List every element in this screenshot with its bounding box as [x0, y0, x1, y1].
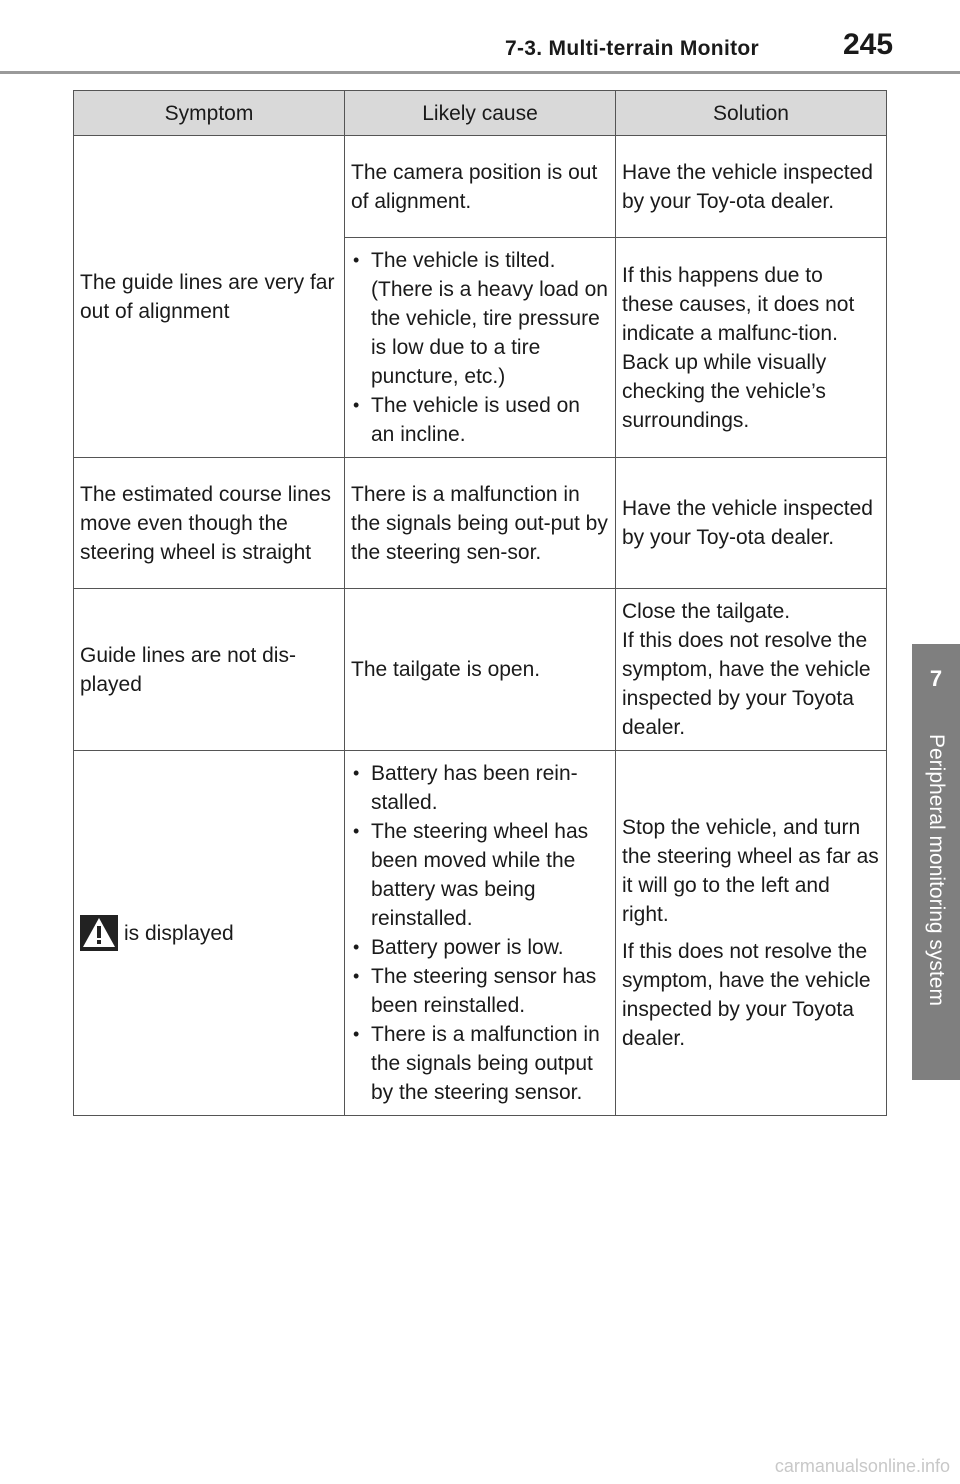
- cause-cell: The tailgate is open.: [345, 589, 616, 751]
- table-header-row: [74, 91, 887, 136]
- symptom-cell: [74, 751, 345, 1116]
- solution-text: If this does not resolve the symptom, have the vehicle inspected by your Toyota dealer.: [622, 629, 871, 739]
- cause-list: [351, 759, 609, 1107]
- symptom-cell: Guide lines are not dis-played: [74, 589, 345, 751]
- list-item: • The vehicle is used on an incline.: [351, 391, 609, 449]
- table-row: [74, 136, 887, 238]
- warning-exclamation-icon: [80, 915, 118, 951]
- section-title: 7-3. Multi-terrain Monitor: [505, 37, 759, 60]
- cause-cell: There is a malfunction in the signals being out-put by the steering sen-sor.: [345, 458, 616, 589]
- solution-text: If this does not resolve the symptom, have the vehicle inspected by your Toyota dealer.: [622, 940, 871, 1050]
- solution-cell: [616, 589, 887, 751]
- chapter-side-tab: [912, 644, 960, 1080]
- table-row: [74, 751, 887, 1116]
- solution-text: Stop the vehicle, and turn the steering wheel as far as it will go to the left and right.: [622, 816, 879, 926]
- column-header-symptom: Symptom: [74, 91, 345, 136]
- footer-watermark: carmanualsonline.info: [774, 1456, 950, 1476]
- symptom-cell: The estimated course lines move even though the steering wheel is straight: [74, 458, 345, 589]
- header-rule: [0, 71, 960, 74]
- troubleshooting-table: [73, 90, 887, 1116]
- list-item: • The vehicle is tilted. (There is a heavy load on the vehicle, tire pressure is low due to a tire puncture, etc.): [351, 246, 609, 391]
- list-item: • The steering wheel has been moved while the battery was being reinstalled.: [351, 817, 609, 933]
- warning-symptom: [80, 915, 338, 951]
- solution-text: If this happens due to these causes, it does not indicate a malfunc-tion.: [622, 263, 855, 345]
- list-item: • Battery power is low.: [351, 933, 609, 962]
- solution-text: Back up while visually checking the vehicle’s surroundings.: [622, 350, 827, 432]
- solution-cell: [616, 751, 887, 1116]
- list-item: • There is a malfunction in the signals being output by the steering sensor.: [351, 1020, 609, 1107]
- table-row: [74, 458, 887, 589]
- cause-cell: The camera position is out of alignment.: [345, 136, 616, 238]
- solution-cell: [616, 238, 887, 458]
- column-header-solution: Solution: [616, 91, 887, 136]
- solution-cell: Have the vehicle inspected by your Toy-ota dealer.: [616, 458, 887, 589]
- solution-text: Close the tailgate.: [622, 600, 791, 623]
- chapter-number: 7: [929, 666, 943, 691]
- column-header-likely-cause: Likely cause: [345, 91, 616, 136]
- symptom-text: is displayed: [124, 921, 234, 945]
- chapter-title: Peripheral monitoring system: [925, 734, 948, 1006]
- symptom-cell: The guide lines are very far out of alignment: [74, 136, 345, 458]
- cause-cell: [345, 238, 616, 458]
- cause-list: [351, 246, 609, 449]
- solution-cell: Have the vehicle inspected by your Toy-ota dealer.: [616, 136, 887, 238]
- page-number: 245: [843, 28, 894, 61]
- list-item: • The steering sensor has been reinstalled.: [351, 962, 609, 1020]
- list-item: • Battery has been rein-stalled.: [351, 759, 609, 817]
- cause-cell: [345, 751, 616, 1116]
- table-row: [74, 589, 887, 751]
